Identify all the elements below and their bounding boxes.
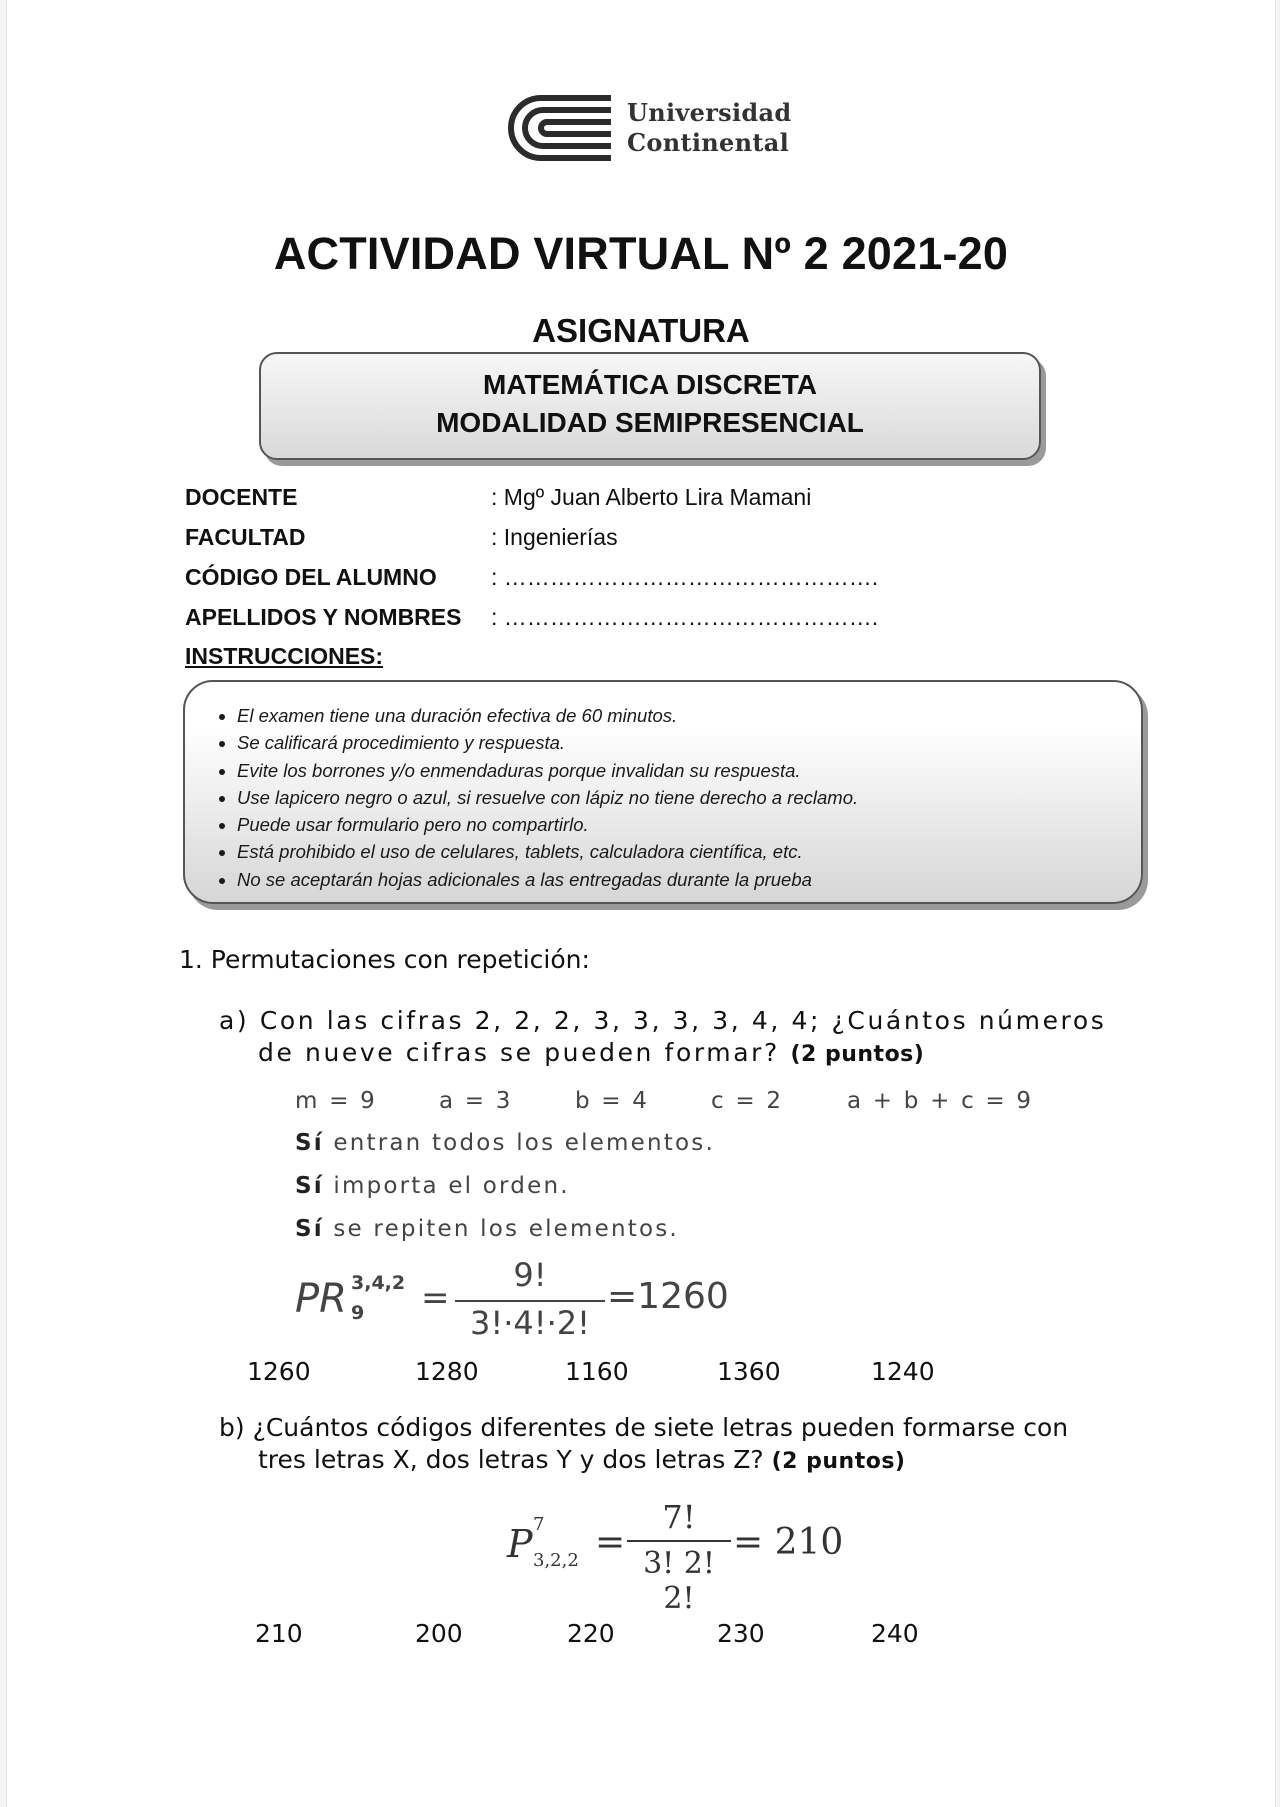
info-label-docente: DOCENTE [185, 484, 298, 510]
question-1a-text: de nueve cifras se pueden formar? [258, 1038, 780, 1067]
option-a-4: 1360 [717, 1357, 781, 1386]
param-c: c = 2 [711, 1088, 784, 1114]
instruction-item: • Use lapicero negro o azul, si resuelve con lápiz no tiene derecho a reclamo. [237, 784, 1141, 811]
formula-a-denominator: 3!·4!·2! [470, 1304, 590, 1342]
formula-b-sub: 3,2,2 [533, 1550, 579, 1571]
course-box [259, 352, 1041, 460]
formula-b-numerator: 7! [662, 1498, 696, 1536]
option-b-4: 230 [717, 1619, 765, 1648]
question-1b-text: tres letras X, dos letras Y y dos letras Z? [258, 1445, 764, 1474]
formula-b-result: = 210 [733, 1522, 844, 1563]
formula-b-sup: 7 [533, 1514, 545, 1535]
option-a-5: 1240 [871, 1357, 935, 1386]
condition-1 [295, 1130, 715, 1156]
param-sum: a + b + c = 9 [847, 1088, 1034, 1114]
document-page [6, 0, 1276, 1807]
instruction-item: • Se calificará procedimiento y respuesta. [237, 729, 1141, 756]
question-1a-points: (2 puntos) [790, 1042, 925, 1067]
instructions-title: INSTRUCCIONES: [185, 643, 384, 669]
option-b-2: 200 [415, 1619, 463, 1648]
question-1a-line-1: a) Con las cifras 2, 2, 2, 3, 3, 3, 3, 4, 4; ¿Cuántos números [219, 1006, 1107, 1035]
info-value-facultad: : Ingenierías [491, 524, 618, 550]
param-b: b = 4 [575, 1088, 650, 1114]
formula-b-base: P [507, 1522, 533, 1566]
condition-3 [295, 1216, 679, 1242]
option-a-2: 1280 [415, 1357, 479, 1386]
option-b-5: 240 [871, 1619, 919, 1648]
formula-b [507, 1498, 847, 1616]
option-a-1: 1260 [247, 1357, 311, 1386]
formula-a-numerator: 9! [513, 1256, 547, 1294]
question-1a-line-2 [219, 1037, 1106, 1071]
logo-line-1: Universidad [627, 98, 792, 127]
formula-a [295, 1256, 755, 1342]
instruction-item: • No se aceptarán hojas adicionales a las entregadas durante la prueba [237, 866, 1141, 893]
condition-1-text: entran todos los elementos. [323, 1130, 715, 1156]
condition-2-text: importa el orden. [323, 1173, 570, 1199]
instruction-item: • Puede usar formulario pero no compartirlo. [237, 811, 1141, 838]
instruction-item: • El examen tiene una duración efectiva de 60 minutos. [237, 702, 1141, 729]
param-a: a = 3 [439, 1088, 513, 1114]
condition-3-bold: Sí [295, 1216, 324, 1242]
info-value-codigo: : …………………………………………. [491, 564, 879, 590]
instructions-list [185, 702, 1141, 893]
formula-b-equals: = [595, 1522, 626, 1563]
question-1b-line-1: b) ¿Cuántos códigos diferentes de siete letras pueden formarse con [219, 1413, 1069, 1442]
question-1a [219, 1005, 1106, 1071]
university-name [627, 98, 791, 158]
question-1b-line-2 [219, 1444, 1068, 1478]
param-m: m = 9 [295, 1088, 377, 1114]
condition-2 [295, 1173, 570, 1199]
formula-b-fraction-bar [627, 1540, 731, 1542]
logo-line-2: Continental [627, 128, 789, 157]
info-label-nombres: APELLIDOS Y NOMBRES [185, 604, 462, 630]
formula-a-equals: = [421, 1278, 450, 1318]
option-b-3: 220 [567, 1619, 615, 1648]
info-value-nombres: : …………………………………………. [491, 604, 879, 630]
formula-a-fraction-bar [455, 1300, 605, 1302]
formula-a-base: PR [295, 1276, 347, 1322]
condition-1-bold: Sí [295, 1130, 324, 1156]
subject-heading: ASIGNATURA [532, 312, 750, 349]
question-1b [219, 1412, 1068, 1478]
info-label-facultad: FACULTAD [185, 524, 306, 550]
option-a-3: 1160 [565, 1357, 629, 1386]
course-modality: MODALIDAD SEMIPRESENCIAL [436, 407, 864, 438]
question-1-heading: 1. Permutaciones con repetición: [179, 945, 590, 974]
condition-3-text: se repiten los elementos. [323, 1216, 679, 1242]
info-label-codigo: CÓDIGO DEL ALUMNO [185, 564, 437, 590]
page-title: ACTIVIDAD VIRTUAL Nº 2 2021-20 [273, 228, 1009, 279]
formula-a-sup: 3,4,2 [351, 1272, 406, 1294]
formula-a-result: =1260 [607, 1276, 729, 1317]
question-1b-points: (2 puntos) [771, 1449, 906, 1474]
info-value-docente: : Mgº Juan Alberto Lira Mamani [491, 484, 812, 510]
condition-2-bold: Sí [295, 1173, 324, 1199]
instruction-item: • Evite los borrones y/o enmendaduras porque invalidan su respuesta. [237, 757, 1141, 784]
formula-b-denominator: 3! 2! 2! [643, 1546, 715, 1616]
course-name: MATEMÁTICA DISCRETA [483, 369, 817, 400]
instructions-box [183, 680, 1143, 904]
instruction-item: • Está prohibido el uso de celulares, tablets, calculadora científica, etc. [237, 838, 1141, 865]
formula-a-sub: 9 [351, 1302, 365, 1324]
option-b-1: 210 [255, 1619, 303, 1648]
